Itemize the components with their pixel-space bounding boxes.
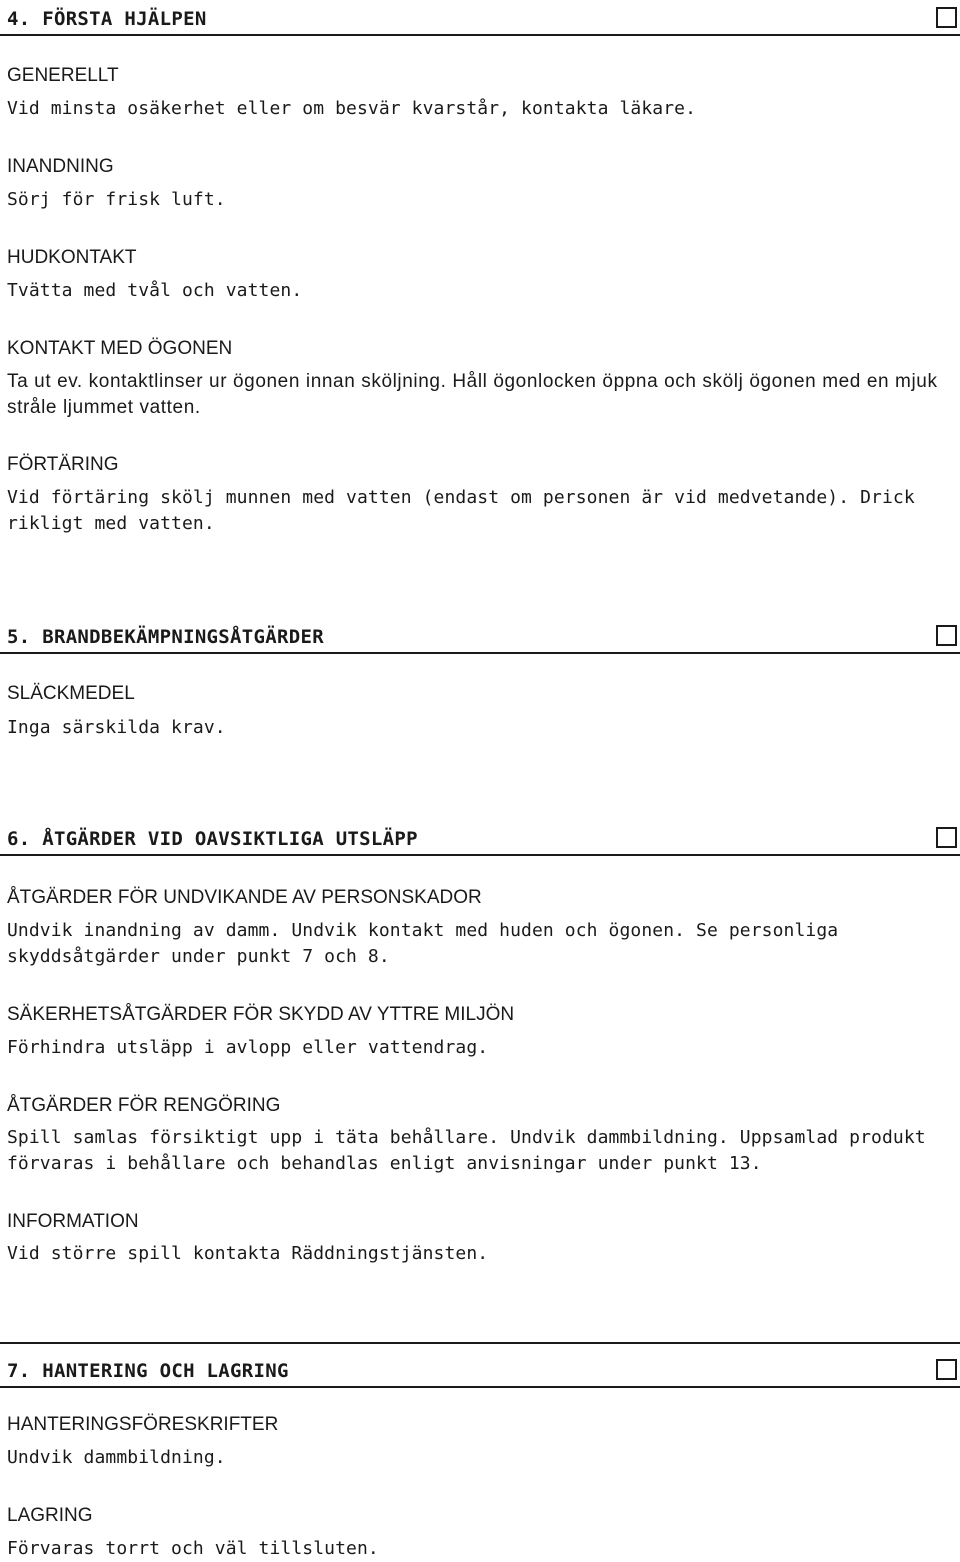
section-7-header <box>0 1342 960 1388</box>
text-generellt: Vid minsta osäkerhet eller om besvär kvarstår, kontakta läkare. <box>7 98 697 119</box>
heading-personskador: ÅTGÄRDER FÖR UNDVIKANDE AV PERSONSKADOR <box>7 887 482 908</box>
heading-fortaring: FÖRTÄRING <box>7 454 119 475</box>
heading-information: INFORMATION <box>7 1211 139 1232</box>
text-slackmedel: Inga särskilda krav. <box>7 717 226 738</box>
text-rengoring: Spill samlas försiktigt upp i täta behållare. Undvik dammbildning. Uppsamlad produkt förvaras i behållare och behandlas enligt anvisningar under punkt 13. <box>7 1127 926 1174</box>
text-information: Vid större spill kontakta Räddningstjänsten. <box>7 1243 489 1264</box>
section-7-title: 7. HANTERING OCH LAGRING <box>7 1360 289 1382</box>
heading-inandning: INANDNING <box>7 156 114 177</box>
heading-slackmedel: SLÄCKMEDEL <box>7 683 135 704</box>
section-4-title: 4. FÖRSTA HJÄLPEN <box>7 8 207 30</box>
section-4-checkbox[interactable] <box>936 7 957 28</box>
section-7-checkbox[interactable] <box>936 1359 957 1380</box>
text-yttre-miljon: Förhindra utsläpp i avlopp eller vattendrag. <box>7 1037 489 1058</box>
section-5-checkbox[interactable] <box>936 625 957 646</box>
section-4-header <box>0 0 960 36</box>
heading-hanteringsforeskrifter: HANTERINGSFÖRESKRIFTER <box>7 1414 279 1435</box>
text-lagring: Förvaras torrt och väl tillsluten. <box>7 1538 379 1559</box>
text-personskador: Undvik inandning av damm. Undvik kontakt med huden och ögonen. Se personliga skyddsåtgärder under punkt 7 och 8. <box>7 920 839 967</box>
section-6-checkbox[interactable] <box>936 827 957 848</box>
section-5-title: 5. BRANDBEKÄMPNINGSÅTGÄRDER <box>7 626 324 648</box>
text-fortaring: Vid förtäring skölj munnen med vatten (endast om personen är vid medvetande). Drick rikligt med vatten. <box>7 487 915 534</box>
section-6-header <box>0 818 960 856</box>
text-hanteringsforeskrifter: Undvik dammbildning. <box>7 1447 226 1468</box>
text-hudkontakt: Tvätta med tvål och vatten. <box>7 280 303 301</box>
section-5-header <box>0 616 960 654</box>
heading-hudkontakt: HUDKONTAKT <box>7 247 137 268</box>
heading-rengoring: ÅTGÄRDER FÖR RENGÖRING <box>7 1095 281 1116</box>
text-inandning: Sörj för frisk luft. <box>7 189 226 210</box>
heading-kontakt-med-ogonen: KONTAKT MED ÖGONEN <box>7 338 233 359</box>
section-6-title: 6. ÅTGÄRDER VID OAVSIKTLIGA UTSLÄPP <box>7 828 418 850</box>
heading-generellt: GENERELLT <box>7 65 119 86</box>
heading-yttre-miljon: SÄKERHETSÅTGÄRDER FÖR SKYDD AV YTTRE MILJÖN <box>7 1004 515 1025</box>
text-kontakt-med-ogonen: Ta ut ev. kontaktlinser ur ögonen innan sköljning. Håll ögonlocken öppna och skölj ögonen med en mjuk stråle ljummet vatten. <box>7 371 938 418</box>
heading-lagring: LAGRING <box>7 1505 93 1526</box>
